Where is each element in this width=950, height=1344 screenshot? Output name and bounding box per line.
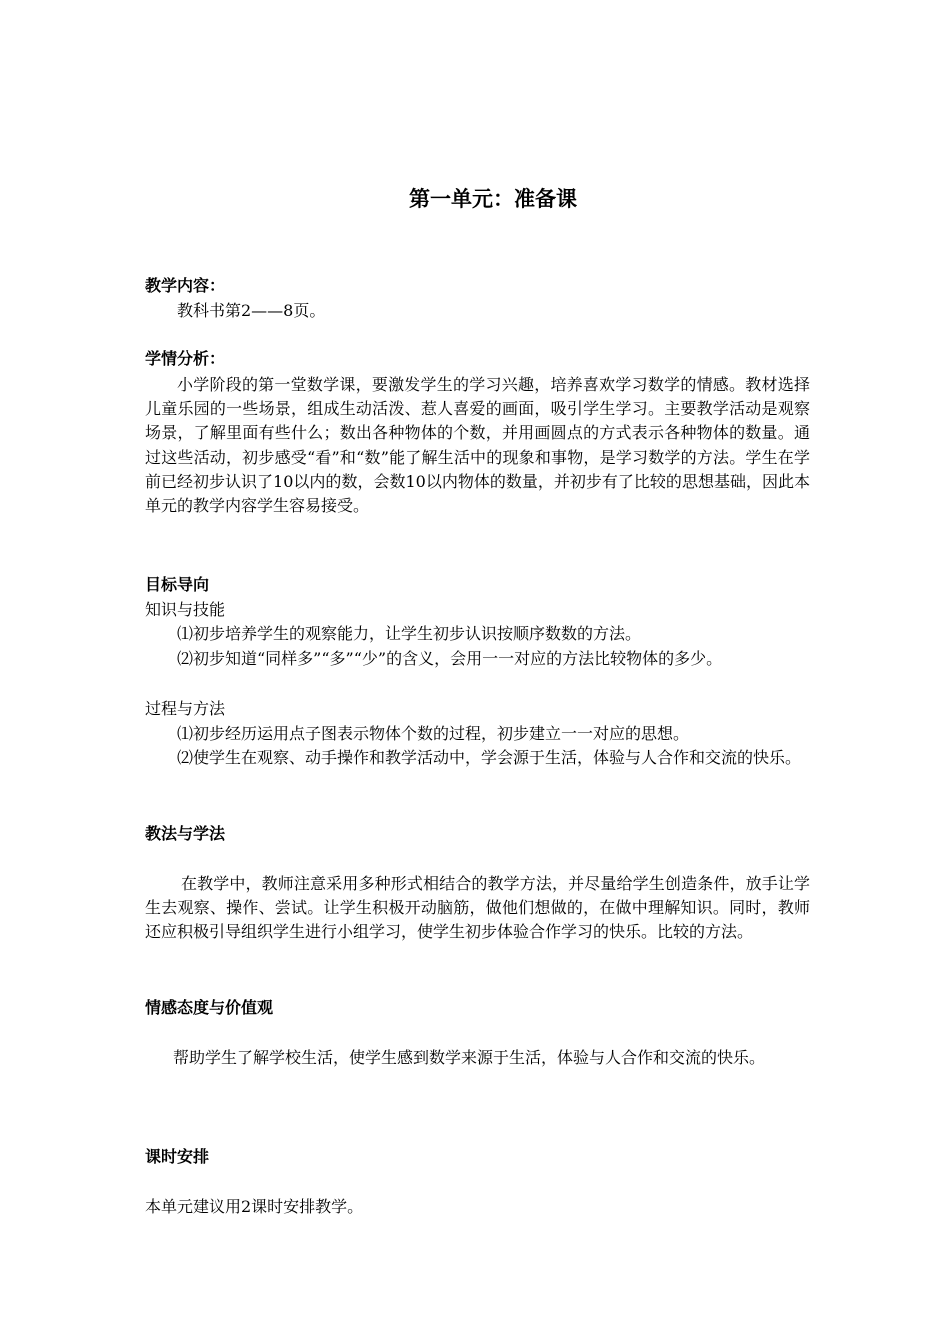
document-title: 第一单元：准备课 (409, 187, 577, 211)
section-heading-schedule: 课时安排 (145, 1147, 210, 1166)
analysis-paragraph: 小学阶段的第一堂数学课，要激发学生的学习兴趣，培养喜欢学习数学的情感。教材选择儿童乐园的一些场景，组成生动活泼、惹人喜爱的画面，吸引学生学习。主要教学活动是观察场景，了解里面有些什么；数出各种物体的个数，并用画圆点的方式表示各种物体的数量。通过这些活动，初步感受“看”和“数”能了解生活中的现象和事物，是学习数学的方法。学生在学前已经初步认识了10以内的数，会数10以内物体的数量，并初步有了比较的思想基础，因此本单元的教学内容学生容易接受。 (145, 375, 810, 516)
section-heading-methods: 教法与学法 (145, 824, 226, 843)
section-heading-analysis: 学情分析： (145, 349, 226, 368)
goals-knowledge-item-2: ⑵初步知道“同样多”“多”“少”的含义，会用一一对应的方法比较物体的多少。 (177, 649, 723, 668)
goals-process-item-2: ⑵使学生在观察、动手操作和教学活动中，学会源于生活，体验与人合作和交流的快乐。 (177, 748, 802, 767)
goals-process-item-1: ⑴初步经历运用点子图表示物体个数的过程，初步建立一一对应的思想。 (177, 724, 690, 743)
methods-paragraph: 在教学中，教师注意采用多种形式相结合的教学方法，并尽量给学生创造条件，放手让学生去观察、操作、尝试。让学生积极开动脑筋，做他们想做的，在做中理解知识。同时，教师还应积极引导组织学生进行小组学习，使学生初步体验合作学习的快乐。比较的方法。 (145, 874, 810, 942)
attitude-paragraph: 帮助学生了解学校生活，使学生感到数学来源于生活，体验与人合作和交流的快乐。 (173, 1048, 766, 1067)
goals-knowledge-heading: 知识与技能 (145, 600, 226, 619)
schedule-text: 本单元建议用2课时安排教学。 (145, 1197, 364, 1216)
content-text: 教科书第2——8页。 (177, 301, 326, 320)
section-heading-goals: 目标导向 (145, 575, 210, 594)
section-heading-attitude: 情感态度与价值观 (145, 998, 274, 1017)
goals-process-heading: 过程与方法 (145, 699, 226, 718)
goals-knowledge-item-1: ⑴初步培养学生的观察能力，让学生初步认识按顺序数数的方法。 (177, 624, 642, 643)
section-heading-content: 教学内容： (145, 276, 226, 295)
